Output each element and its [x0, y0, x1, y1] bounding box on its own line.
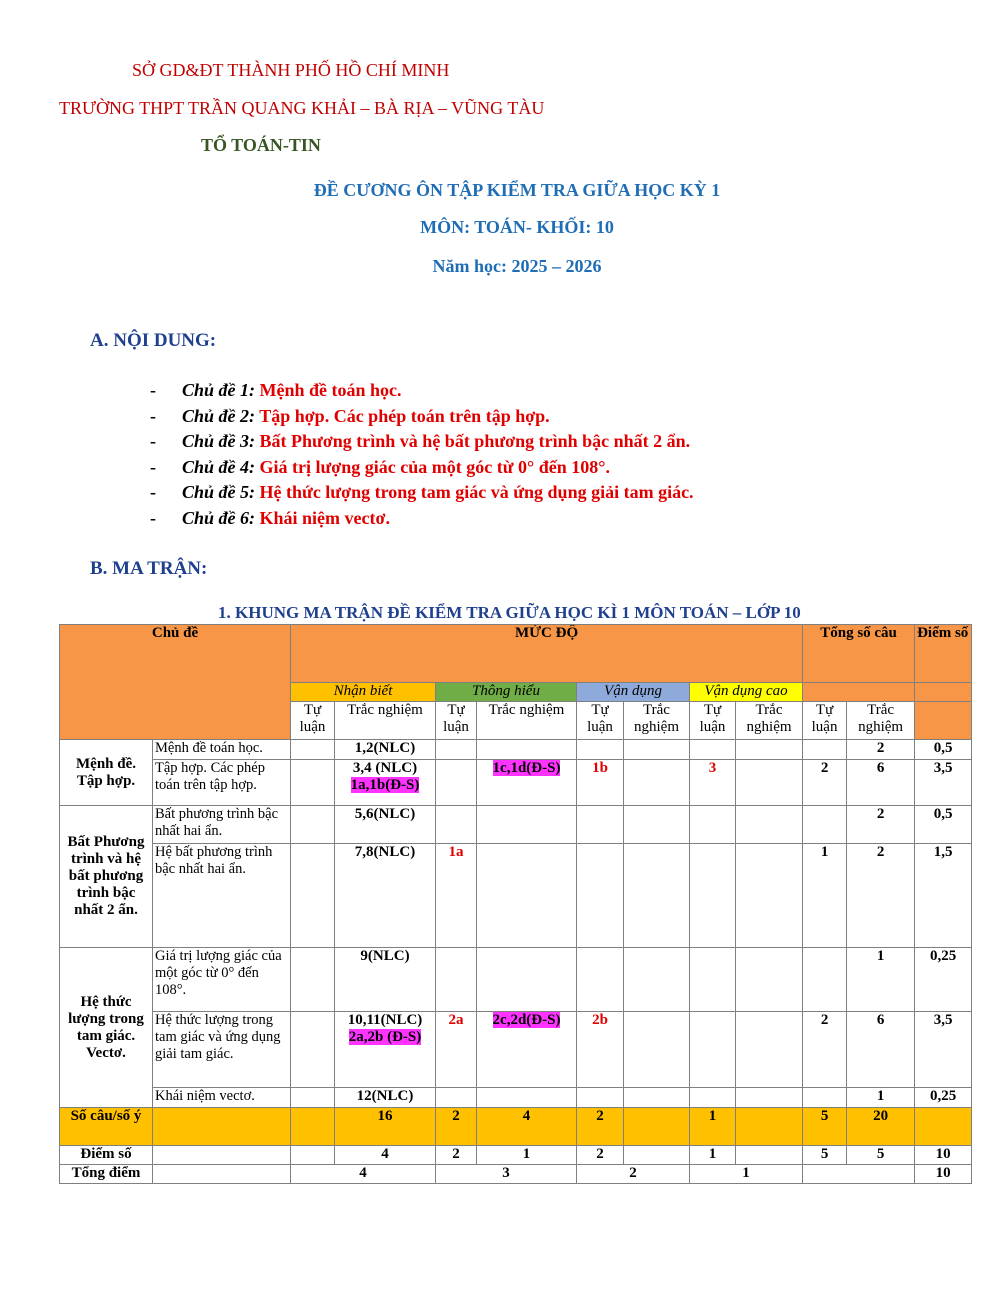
topic-item: - Chủ đề 5: Hệ thức lượng trong tam giác và ứng dụng giải tam giác. [150, 482, 694, 502]
document-title: ĐỀ CƯƠNG ÔN TẬP KIỂM TRA GIỮA HỌC KỲ 1 [313, 180, 721, 200]
col-trac-nghiem: Trắc nghiệm [335, 702, 436, 740]
header-diem-so: Điểm số [915, 625, 972, 683]
subject-line: MÔN: TOÁN- KHỐI: 10 [420, 217, 614, 237]
department-name: TỔ TOÁN-TIN [201, 135, 321, 155]
test-matrix-table [59, 624, 972, 1184]
table-title: 1. KHUNG MA TRẬN ĐỀ KIỂM TRA GIỮA HỌC KÌ 1 MÔN TOÁN – LỚP 10 [218, 603, 801, 622]
header-tong-so-cau: Tổng số câu [803, 625, 915, 683]
header-muc-do: MỨC ĐỘ [291, 625, 803, 683]
col-trac-nghiem: Trắc nghiệm [477, 702, 577, 740]
school-year: Năm học: 2025 – 2026 [432, 256, 602, 276]
table-row: Khái niệm vectơ. 12(NLC) 1 0,25 [60, 1088, 972, 1108]
summary-row-so-cau: Số câu/số ý 16 2 4 2 1 5 20 [60, 1108, 972, 1146]
dept-of-education: SỞ GD&ĐT THÀNH PHỐ HỒ CHÍ MINH [132, 60, 450, 80]
col-trac-nghiem: Trắc nghiệm [624, 702, 690, 740]
col-tu-luan: Tự luận [577, 702, 624, 740]
topic-cell: Hệ thức lượng trong tam giác. Vectơ. [60, 948, 153, 1108]
topic-item: - Chủ đề 2: Tập hợp. Các phép toán trên tập hợp. [150, 405, 550, 426]
col-tu-luan: Tự luận [291, 702, 335, 740]
section-b-heading: B. MA TRẬN: [90, 558, 208, 579]
topic-item: - Chủ đề 3: Bất Phương trình và hệ bất phương trình bậc nhất 2 ẩn. [150, 431, 691, 451]
table-row: Hệ thức lượng trong tam giác và ứng dụng giải tam giác. 10,11(NLC) 2a,2b (Đ-S) 2a 2c,2d(Đ-S) 2b 2 6 3,5 [60, 1012, 972, 1088]
col-trac-nghiem: Trắc nghiệm [847, 702, 915, 740]
summary-row-diem-so: Điểm số 4 2 1 2 1 5 5 10 [60, 1146, 972, 1165]
section-a-heading: A. NỘI DUNG: [90, 330, 217, 351]
table-header-row [60, 625, 972, 683]
col-tu-luan: Tự luận [690, 702, 736, 740]
header-chu-de: Chủ đề [60, 625, 291, 740]
topic-list [150, 378, 694, 531]
table-row: Tập hợp. Các phép toán trên tập hợp. 3,4 (NLC) 1a,1b(Đ-S) 1c,1d(Đ-S) 1b 3 2 6 3,5 [60, 760, 972, 806]
topic-cell: Mệnh đề. Tập hợp. [60, 740, 153, 806]
topic-item: - Chủ đề 6: Khái niệm vectơ. [150, 507, 390, 528]
summary-row-tong-diem: Tổng điểm 4 3 2 1 10 [60, 1165, 972, 1184]
table-row: Hệ bất phương trình bậc nhất hai ẩn. 7,8(NLC) 1a 1 2 1,5 [60, 844, 972, 948]
topic-item: - Chủ đề 1: Mệnh đề toán học. [150, 380, 402, 400]
table-row: Bất Phương trình và hệ bất phương trình bậc nhất 2 ẩn. Bất phương trình bậc nhất hai ẩn. 5,6(NLC) 2 0,5 [60, 806, 972, 844]
topic-item: - Chủ đề 4: Giá trị lượng giác của một góc từ 0° đến 108°. [150, 456, 610, 477]
level-nhan-biet: Nhận biết [291, 683, 436, 702]
level-van-dung-cao: Vận dụng cao [690, 683, 803, 702]
table-row: Hệ thức lượng trong tam giác. Vectơ. Giá trị lượng giác của một góc từ 0° đến 108°. 9(NLC) 1 0,25 [60, 948, 972, 1012]
table-row: Mệnh đề. Tập hợp. Mệnh đề toán học. 1,2(NLC) 2 0,5 [60, 740, 972, 760]
col-tu-luan: Tự luận [803, 702, 847, 740]
topic-cell: Bất Phương trình và hệ bất phương trình bậc nhất 2 ẩn. [60, 806, 153, 948]
school-name: TRƯỜNG THPT TRẦN QUANG KHẢI – BÀ RỊA – VŨNG TÀU [59, 98, 545, 118]
level-van-dung: Vận dụng [577, 683, 690, 702]
col-trac-nghiem: Trắc nghiệm [736, 702, 803, 740]
level-thong-hieu: Thông hiểu [436, 683, 577, 702]
col-tu-luan: Tự luận [436, 702, 477, 740]
